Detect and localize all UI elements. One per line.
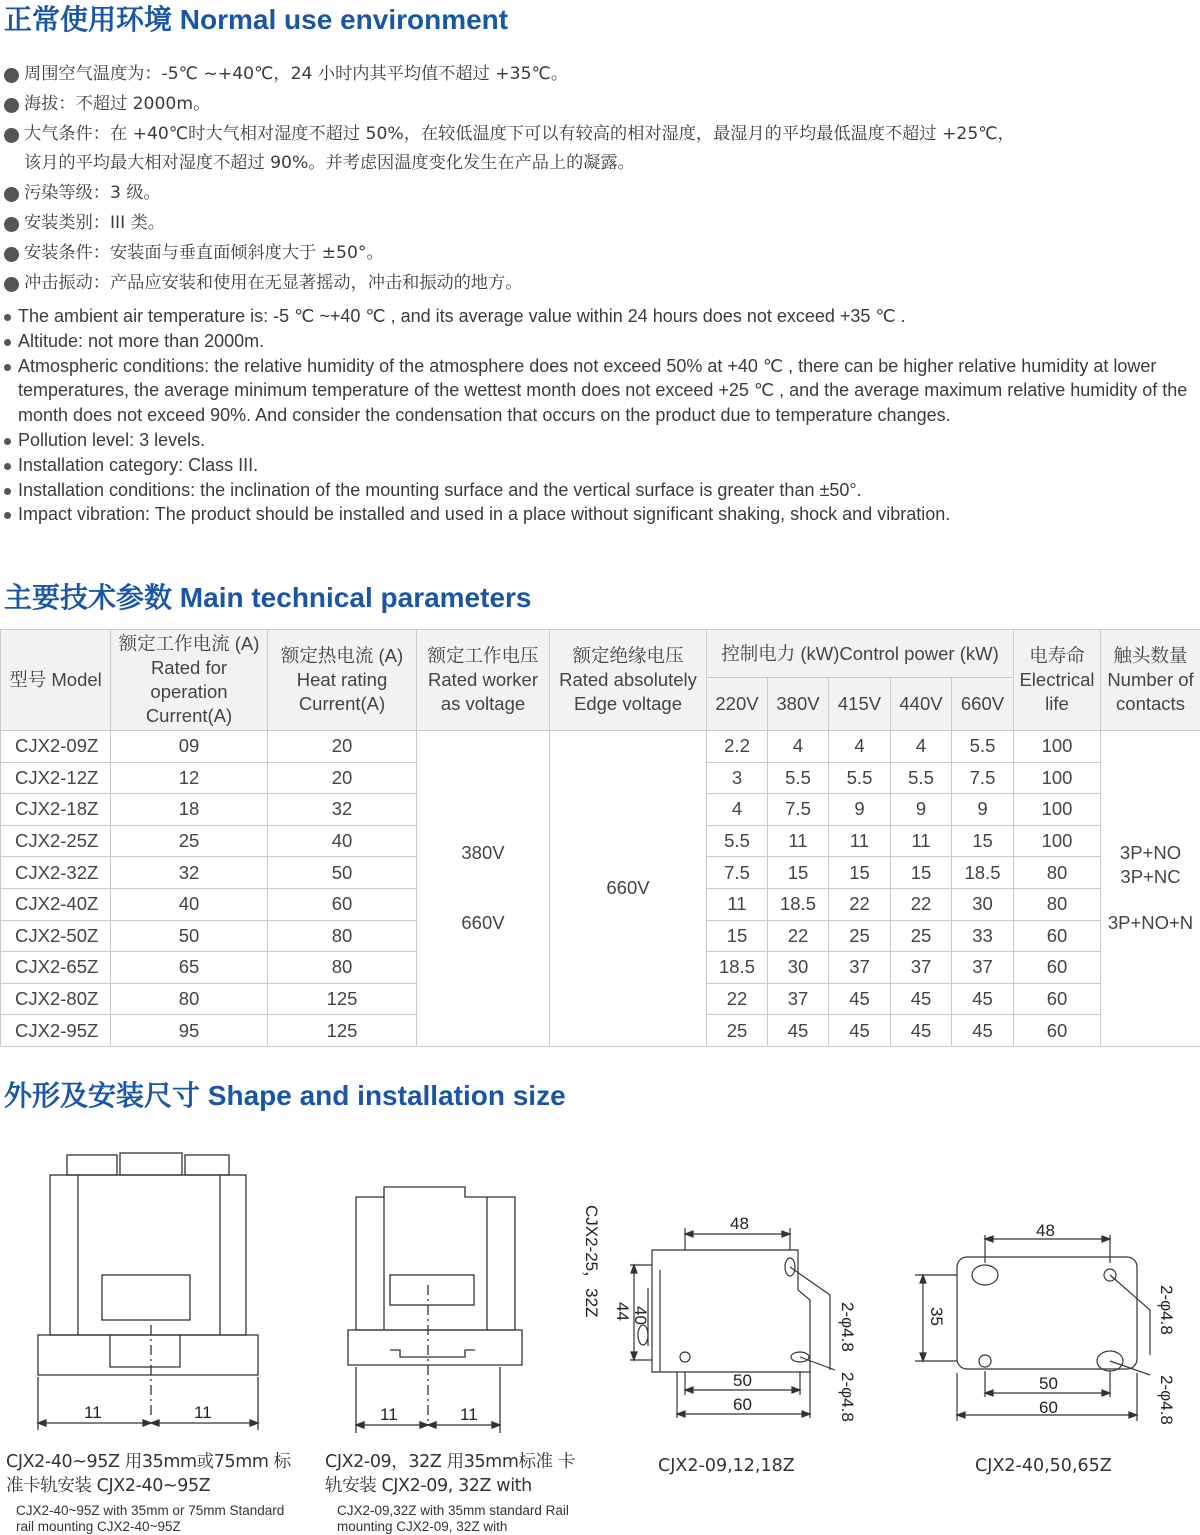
cell-power: 4 (707, 794, 768, 826)
bullet-icon (4, 438, 11, 445)
cell-current: 50 (111, 920, 268, 952)
cell-life: 100 (1014, 731, 1101, 763)
cell-model: CJX2-65Z (1, 952, 111, 984)
bullet-icon (4, 314, 11, 321)
cell-power: 7.5 (952, 762, 1014, 794)
header-contacts: 触头数量 Number of contacts (1101, 630, 1200, 731)
dim-label: 50 (1039, 1374, 1058, 1393)
cell-life: 60 (1014, 983, 1101, 1015)
cell-model: CJX2-25Z (1, 825, 111, 857)
drawing-caption-en: CJX2-09,32Z with 35mm standard Rail mounting CJX2-09, 32Z with (337, 1503, 577, 1535)
section-title-cn: 外形及安装尺寸 (4, 1079, 200, 1112)
bullet-icon (4, 512, 11, 519)
cell-life: 100 (1014, 825, 1101, 857)
list-item: 安装条件：安装面与垂直面倾斜度大于 ±50°。 (2, 239, 1198, 269)
bullet-icon (4, 128, 19, 143)
header-insulation-voltage: 额定绝缘电压 Rated absolutely Edge voltage (550, 630, 707, 731)
cell-model: CJX2-09Z (1, 731, 111, 763)
bullet-icon (4, 68, 19, 83)
cell-power: 9 (829, 794, 891, 826)
cell-power: 33 (952, 920, 1014, 952)
slot-shape (638, 1325, 648, 1345)
drawing-contactor-small (340, 1175, 530, 1435)
environment-list-en (2, 304, 1198, 527)
cell-life: 100 (1014, 794, 1101, 826)
dim-label: 11 (460, 1405, 478, 1424)
dim-label: 60 (733, 1395, 752, 1414)
list-item-continuation: 该月的平均最大相对湿度不超过 90%。并考虑因温度变化发生在产品上的凝露。 (2, 149, 1198, 179)
cell-power: 9 (891, 794, 952, 826)
list-item: Atmospheric conditions: the relative humidity of the atmosphere does not exceed 50% at +40 ℃ , there can be higher relative humidity at lower temperatures, the average minimum temperature of the wettest month does not exceed +25 ℃ , and the average maximum relative humidity of the month does not exceed 90%. And consider the condensation that occurs on the product due to temperature changes. (2, 354, 1198, 428)
cell-power: 4 (891, 731, 952, 763)
section-title-environment (4, 0, 508, 38)
cell-power: 22 (768, 920, 829, 952)
cell-power: 11 (707, 888, 768, 920)
bullet-icon (4, 488, 11, 495)
drawing-contactor-large (30, 1145, 270, 1435)
dim-label: 48 (1036, 1221, 1055, 1240)
cell-life: 80 (1014, 857, 1101, 889)
cell-life: 100 (1014, 762, 1101, 794)
cell-current: 80 (111, 983, 268, 1015)
cell-model: CJX2-32Z (1, 857, 111, 889)
cell-life: 60 (1014, 1015, 1101, 1047)
dim-label: 11 (84, 1403, 102, 1422)
cell-power: 11 (891, 825, 952, 857)
drawing-mounting-40-65 (905, 1215, 1195, 1445)
cell-current: 12 (111, 762, 268, 794)
cell-power: 4 (829, 731, 891, 763)
cell-power: 11 (829, 825, 891, 857)
cell-current: 32 (111, 857, 268, 889)
header-voltage-220: 220V (707, 678, 768, 731)
cell-heat: 20 (268, 731, 417, 763)
cell-current: 95 (111, 1015, 268, 1047)
header-voltage-415: 415V (829, 678, 891, 731)
cell-power: 45 (891, 983, 952, 1015)
bullet-icon (4, 463, 11, 470)
cell-power: 45 (768, 1015, 829, 1047)
cell-heat: 60 (268, 888, 417, 920)
cell-power: 22 (829, 888, 891, 920)
hole-label: 2-φ4.8 (1157, 1375, 1176, 1425)
list-item: Altitude: not more than 2000m. (2, 329, 1198, 354)
section-title-en: Shape and installation size (208, 1080, 566, 1111)
list-item: Impact vibration: The product should be installed and used in a place without significant shaking, shock and vibration. (2, 502, 1198, 527)
header-rated-voltage: 额定工作电压 Rated worker as voltage (417, 630, 550, 731)
section-title-cn: 主要技术参数 (4, 581, 172, 614)
cell-power: 37 (952, 952, 1014, 984)
drawing-mounting-09-18 (580, 1210, 880, 1440)
cell-power: 3 (707, 762, 768, 794)
hole-label: 2-φ4.8 (838, 1372, 857, 1422)
header-model: 型号 Model (1, 630, 111, 731)
cell-current: 09 (111, 731, 268, 763)
cell-current: 40 (111, 888, 268, 920)
terminal-right-shape (185, 1155, 229, 1175)
hole-label: 2-φ4.8 (838, 1302, 857, 1352)
list-item: Installation category: Class III. (2, 453, 1198, 478)
header-rated-current: 额定工作电流 (A) Rated for operation Current(A) (111, 630, 268, 731)
cell-power: 45 (952, 1015, 1014, 1047)
plate-outline-shape (957, 1257, 1137, 1369)
cell-model: CJX2-12Z (1, 762, 111, 794)
list-item: Pollution level: 3 levels. (2, 428, 1198, 453)
cell-power: 45 (891, 1015, 952, 1047)
dim-label: 11 (380, 1405, 398, 1424)
cell-model: CJX2-95Z (1, 1015, 111, 1047)
cell-power: 4 (768, 731, 829, 763)
cell-power: 5.5 (768, 762, 829, 794)
cell-power: 5.5 (707, 825, 768, 857)
cell-current: 65 (111, 952, 268, 984)
list-item: 安装类别：III 类。 (2, 209, 1198, 239)
cell-power: 18.5 (707, 952, 768, 984)
bullet-icon (4, 247, 19, 262)
dim-label: 50 (733, 1371, 752, 1390)
dim-label: 40 (631, 1306, 650, 1325)
bullet-icon (4, 187, 19, 202)
mount-hole-shape (680, 1352, 690, 1362)
drawing-caption-cn: CJX2-40~95Z 用35mm或75mm 标准卡轨安装 CJX2-40~95Z (6, 1450, 296, 1498)
bullet-icon (4, 98, 19, 113)
rail-base-shape (348, 1330, 522, 1365)
drawing-caption-en: CJX2-40~95Z with 35mm or 75mm Standard rail mounting CJX2-40~95Z (16, 1503, 286, 1535)
environment-list-cn (2, 60, 1198, 298)
cell-model: CJX2-50Z (1, 920, 111, 952)
header-electrical-life: 电寿命 Electrical life (1014, 630, 1101, 731)
section-title-en: Normal use environment (180, 4, 508, 35)
technical-parameters-table (0, 629, 1200, 1047)
cell-model: CJX2-80Z (1, 983, 111, 1015)
list-item: The ambient air temperature is: -5 ℃ ~+40 ℃ , and its average value within 24 hours does not exceed +35 ℃ . (2, 304, 1198, 329)
bullet-icon (4, 277, 19, 292)
cell-power: 11 (768, 825, 829, 857)
table-row (1, 731, 1200, 763)
bullet-icon (4, 339, 11, 346)
cell-power: 30 (952, 888, 1014, 920)
body-window-shape (390, 1275, 474, 1305)
cell-power: 15 (891, 857, 952, 889)
cell-power: 37 (891, 952, 952, 984)
cell-power: 2.2 (707, 731, 768, 763)
cell-power: 45 (952, 983, 1014, 1015)
cell-power: 45 (829, 1015, 891, 1047)
dim-label: 60 (1039, 1398, 1058, 1417)
cell-heat: 125 (268, 1015, 417, 1047)
dim-label: 44 (613, 1302, 632, 1321)
drawing-caption: CJX2-40,50,65Z (975, 1454, 1112, 1478)
cell-life: 60 (1014, 920, 1101, 952)
cell-power: 5.5 (829, 762, 891, 794)
cell-current: 18 (111, 794, 268, 826)
mount-hole-shape (972, 1265, 998, 1285)
plate-outline-shape (652, 1250, 810, 1372)
cell-heat: 125 (268, 983, 417, 1015)
cell-heat: 50 (268, 857, 417, 889)
section-title-cn: 正常使用环境 (4, 3, 172, 36)
cell-rated-voltage: 380V 660V (417, 731, 550, 1047)
drawing-caption: CJX2-09,12,18Z (658, 1454, 795, 1478)
cell-power: 15 (768, 857, 829, 889)
cell-contacts: 3P+NO 3P+NC 3P+NO+N (1101, 731, 1200, 1047)
cell-model: CJX2-40Z (1, 888, 111, 920)
cell-heat: 80 (268, 920, 417, 952)
cell-power: 30 (768, 952, 829, 984)
cell-heat: 40 (268, 825, 417, 857)
header-voltage-660: 660V (952, 678, 1014, 731)
cell-power: 18.5 (768, 888, 829, 920)
cell-power: 22 (707, 983, 768, 1015)
dim-label: 35 (927, 1307, 946, 1326)
cell-power: 15 (952, 825, 1014, 857)
cell-heat: 32 (268, 794, 417, 826)
body-outline-shape (50, 1175, 246, 1335)
bullet-icon (4, 217, 19, 232)
cell-power: 15 (829, 857, 891, 889)
body-outline-shape (356, 1187, 515, 1330)
terminal-mid-shape (120, 1153, 182, 1175)
cell-power: 25 (707, 1015, 768, 1047)
cell-power: 45 (829, 983, 891, 1015)
cell-heat: 20 (268, 762, 417, 794)
dim-label: 11 (194, 1403, 212, 1422)
cell-power: 22 (891, 888, 952, 920)
rail-base-shape (38, 1335, 258, 1375)
header-control-power: 控制电力 (kW)Control power (kW) (707, 630, 1014, 678)
section-title-en: Main technical parameters (180, 582, 532, 613)
section-title-shape (4, 1074, 566, 1114)
cell-power: 9 (952, 794, 1014, 826)
cell-power: 37 (768, 983, 829, 1015)
cell-heat: 80 (268, 952, 417, 984)
terminal-left-shape (67, 1155, 117, 1175)
cell-power: 15 (707, 920, 768, 952)
mount-hole-shape (979, 1355, 991, 1367)
cell-life: 80 (1014, 888, 1101, 920)
cell-power: 7.5 (707, 857, 768, 889)
cell-power: 18.5 (952, 857, 1014, 889)
list-item: 大气条件：在 +40℃时大气相对湿度不超过 50%，在较低温度下可以有较高的相对湿度，最湿月的平均最低温度不超过 +25℃， (2, 120, 1198, 150)
list-item: 冲击振动：产品应安装和使用在无显著摇动，冲击和振动的地方。 (2, 269, 1198, 299)
cell-life: 60 (1014, 952, 1101, 984)
section-title-technical (4, 576, 532, 616)
cell-power: 25 (829, 920, 891, 952)
cell-power: 37 (829, 952, 891, 984)
header-voltage-440: 440V (891, 678, 952, 731)
drawing-caption-cn: CJX2-09，32Z 用35mm标准 卡轨安装 CJX2-09, 32Z with (325, 1450, 585, 1498)
cell-power: 7.5 (768, 794, 829, 826)
list-item: Installation conditions: the inclination of the mounting surface and the vertical surface is greater than ±50°. (2, 478, 1198, 503)
dim-label: 48 (730, 1214, 749, 1233)
body-window-shape (102, 1275, 190, 1320)
cell-power: 5.5 (952, 731, 1014, 763)
cell-current: 25 (111, 825, 268, 857)
cell-insulation-voltage: 660V (550, 731, 707, 1047)
side-label: CJX2-25，32Z (582, 1205, 601, 1317)
cell-model: CJX2-18Z (1, 794, 111, 826)
cell-power: 5.5 (891, 762, 952, 794)
list-item: 海拔：不超过 2000m。 (2, 90, 1198, 120)
bullet-icon (4, 364, 11, 371)
list-item: 污染等级：3 级。 (2, 179, 1198, 209)
list-item: 周围空气温度为：-5℃ ~+40℃，24 小时内其平均值不超过 +35℃。 (2, 60, 1198, 90)
cell-power: 25 (891, 920, 952, 952)
hole-label: 2-φ4.8 (1157, 1285, 1176, 1335)
header-heat-current: 额定热电流 (A) Heat rating Current(A) (268, 630, 417, 731)
header-voltage-380: 380V (768, 678, 829, 731)
